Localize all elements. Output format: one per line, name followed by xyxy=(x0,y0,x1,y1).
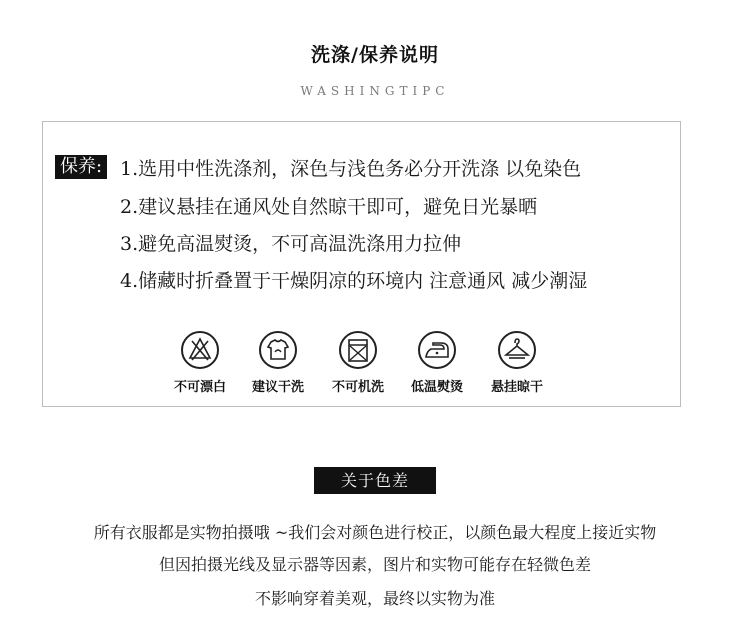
care-label-badge: 保养: xyxy=(55,155,107,179)
care-icon-item xyxy=(160,330,240,395)
low-temp-iron-icon xyxy=(417,330,457,370)
icon-label: 不可机洗 xyxy=(331,380,384,395)
page-subtitle: WASHINGTIPC xyxy=(300,84,450,98)
color-difference-title: 关于色差 xyxy=(314,467,436,494)
dry-clean-icon xyxy=(258,330,298,370)
care-icon-item xyxy=(397,330,477,395)
page-title: 洗涤/保养说明 xyxy=(311,44,439,66)
icon-label: 悬挂晾干 xyxy=(490,380,543,395)
icon-label: 建议干洗 xyxy=(251,380,304,395)
color-difference-line-1: 所有衣服都是实物拍摄哦 ~我们会对颜色进行校正，以颜色最大程度上接近实物 xyxy=(93,523,657,542)
color-difference-line-3: 不影响穿着美观，最终以实物为准 xyxy=(254,589,495,608)
care-instruction-1: 1.选用中性洗涤剂，深色与浅色务必分开洗涤 以免染色 xyxy=(120,158,582,180)
care-instruction-3: 3.避免高温熨烫，不可高温洗涤用力拉伸 xyxy=(120,233,462,255)
icon-label: 不可漂白 xyxy=(173,380,226,395)
care-icon-item xyxy=(318,330,398,395)
no-bleach-icon xyxy=(180,330,220,370)
care-icons-row xyxy=(0,330,750,400)
care-instruction-2: 2.建议悬挂在通风处自然晾干即可，避免日光暴晒 xyxy=(120,196,538,218)
care-icon-item xyxy=(477,330,557,395)
icon-label: 低温熨烫 xyxy=(410,380,463,395)
no-machine-wash-icon xyxy=(338,330,378,370)
care-instruction-4: 4.储藏时折叠置于干燥阴凉的环境内 注意通风 减少潮湿 xyxy=(120,270,588,292)
hang-dry-icon xyxy=(497,330,537,370)
color-difference-line-2: 但因拍摄光线及显示器等因素，图片和实物可能存在轻微色差 xyxy=(158,555,591,574)
care-icon-item xyxy=(238,330,318,395)
